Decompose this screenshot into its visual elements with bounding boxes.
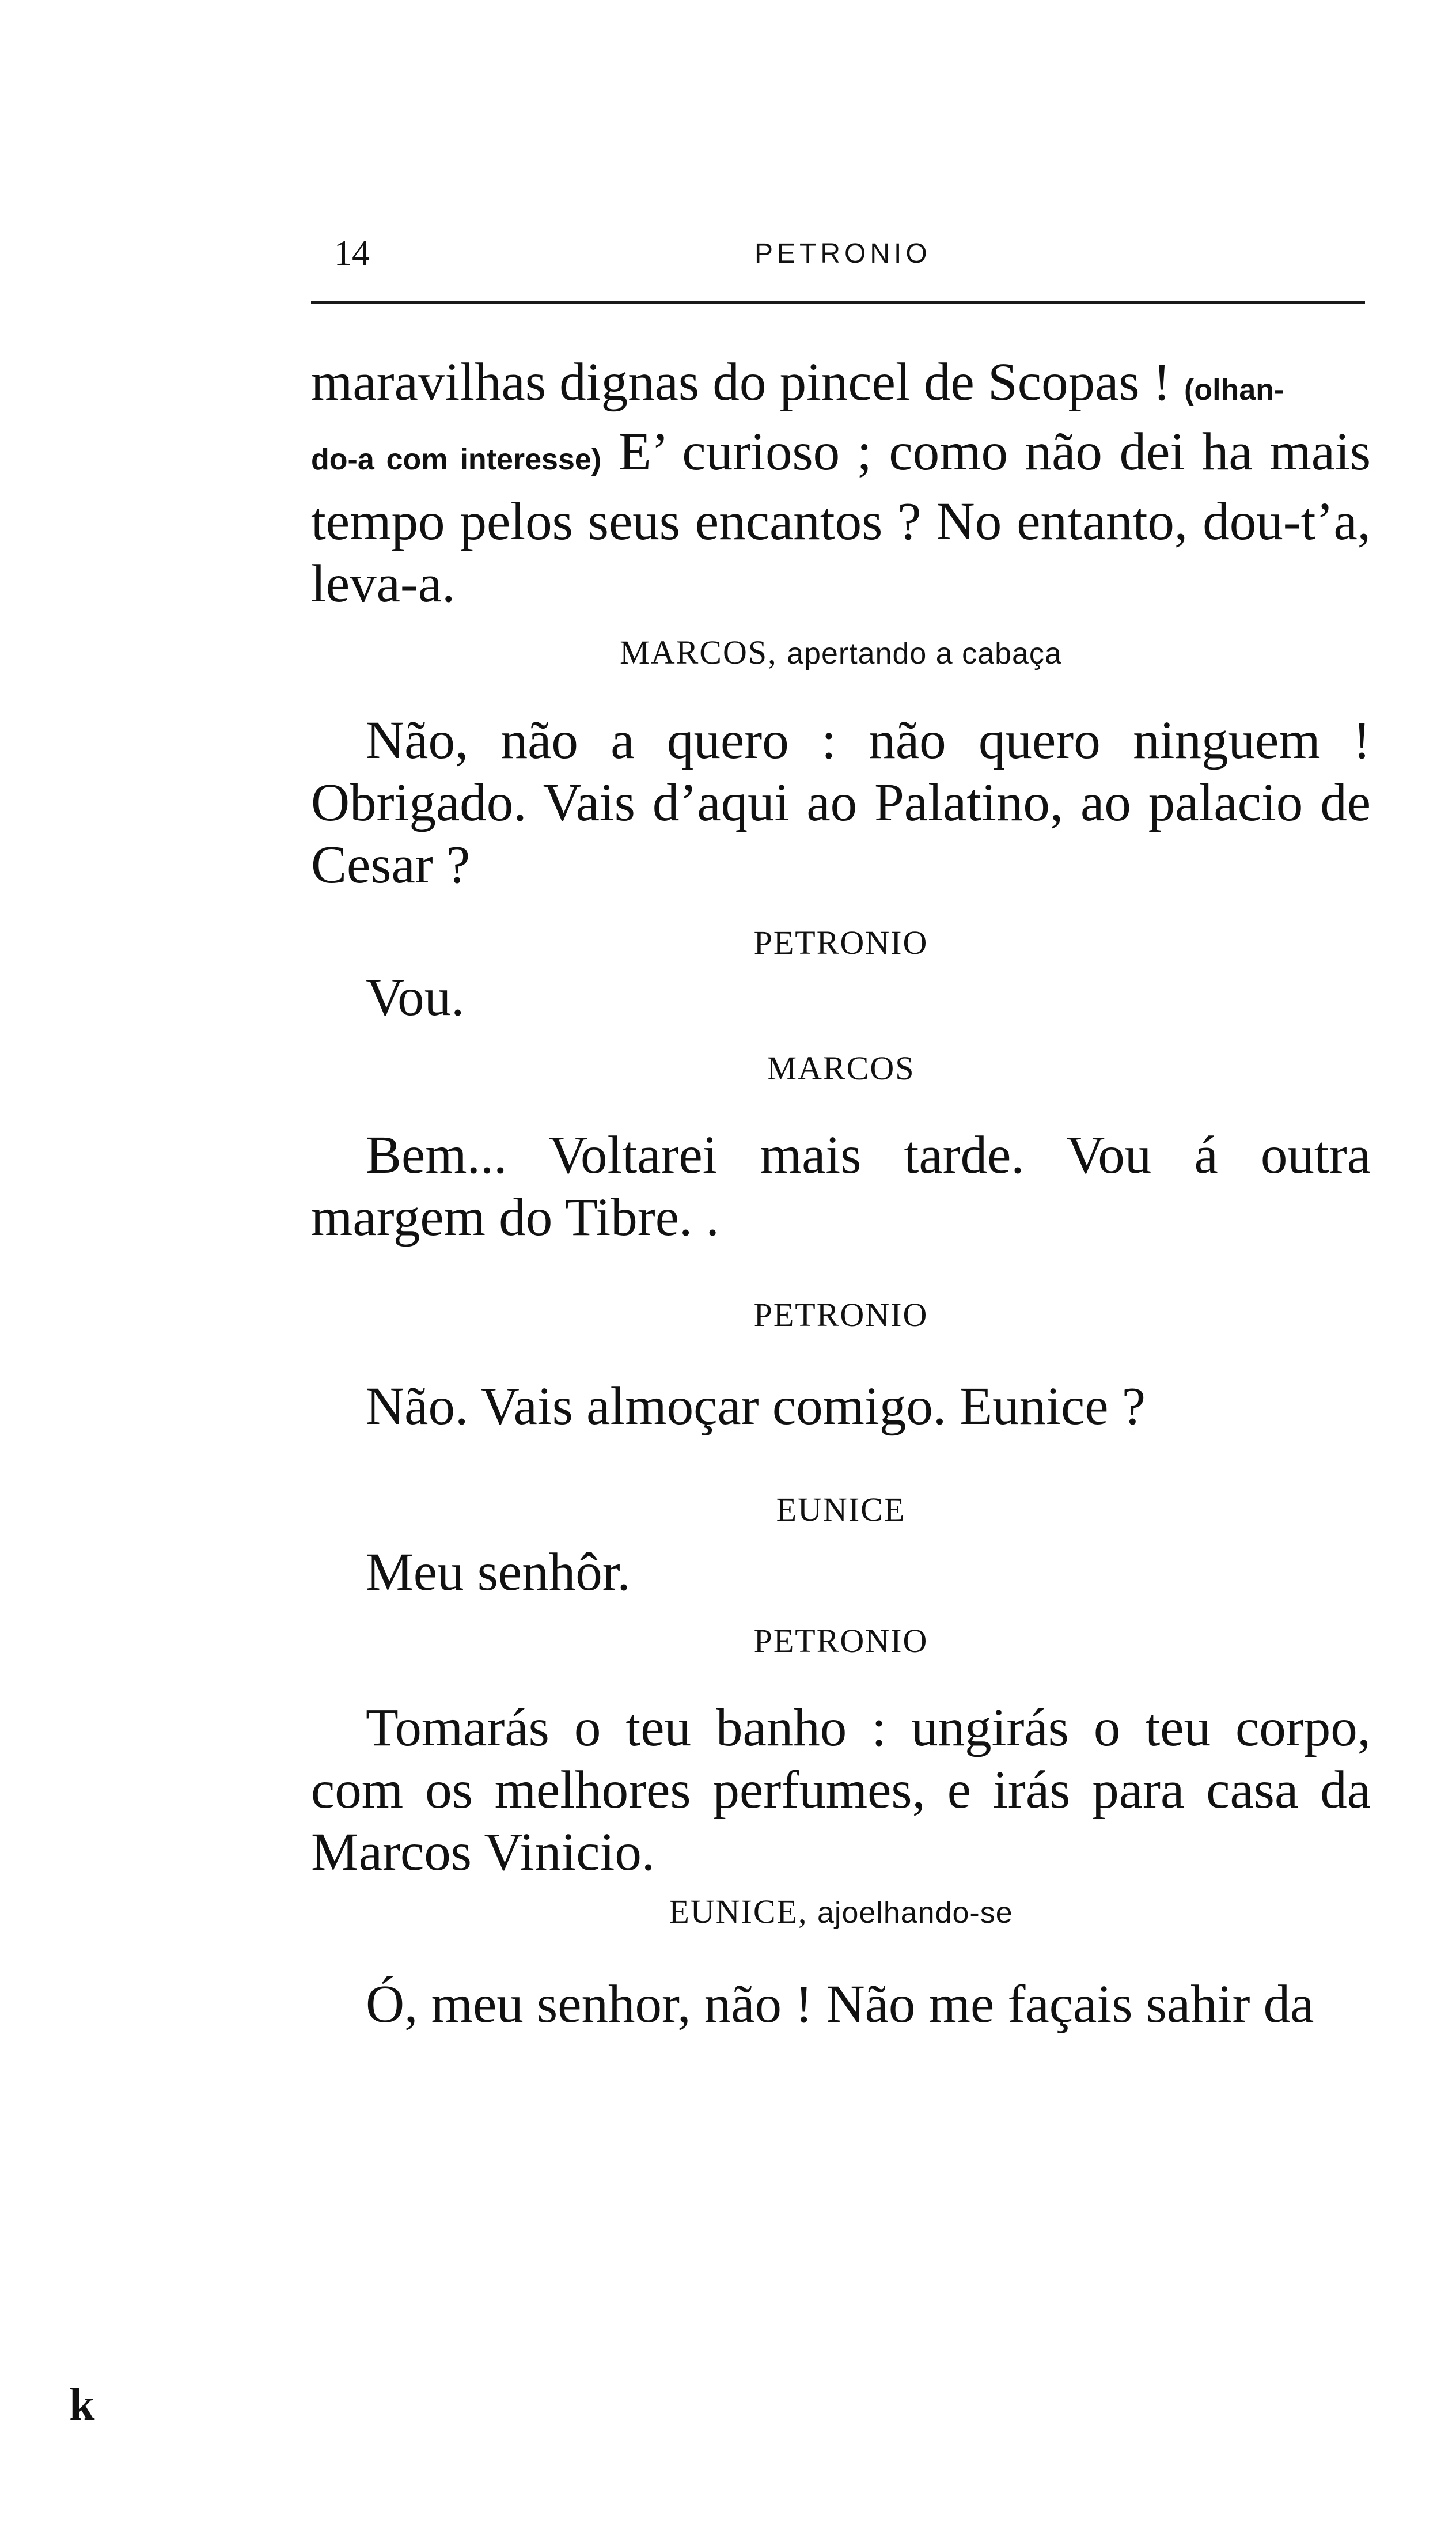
speaker-petronio-1: PETRONIO — [753, 924, 928, 961]
speaker-eunice-1: EUNICE — [776, 1491, 906, 1528]
stage-direction-1: (olhan- — [1184, 373, 1284, 407]
speaker-marcos-2: MARCOS — [767, 1050, 915, 1087]
speaker-marcos-1 — [311, 632, 1371, 674]
body-text — [311, 351, 1371, 2036]
speech-marcos-2: Bem... Voltarei mais tarde. Vou á outra margem do Tibre. . — [311, 1126, 1371, 1247]
speaker-petronio-3: PETRONIO — [753, 1622, 928, 1660]
line-2-text: E’ curioso ; como não dei ha — [618, 422, 1253, 482]
running-head: PETRONIO — [754, 238, 931, 269]
speech-eunice-1: Meu senhôr. — [366, 1543, 631, 1602]
speech-eunice-2: Ó, meu senhor, não ! Não me façais sahir da — [366, 1975, 1314, 2034]
speaker-direction: apertando a cabaça — [787, 637, 1062, 670]
speaker-name: EUNICE, — [669, 1893, 808, 1930]
stage-direction-2: do-a com interesse) — [311, 443, 602, 476]
page-header — [311, 233, 1365, 274]
footer-mark: k — [69, 2380, 95, 2430]
line-4-text: dou-t’a, leva-a. — [311, 492, 1371, 613]
speaker-name: MARCOS, — [620, 634, 778, 671]
speaker-direction: ajoelhando-se — [817, 1896, 1013, 1930]
speaker-petronio-2: PETRONIO — [753, 1296, 928, 1334]
speech-petronio-3: Tomarás o teu banho : ungirás o teu corpo, com os melhores perfumes, e irás para casa da Marcos Vinicio. — [311, 1698, 1371, 1882]
speaker-eunice-2 — [311, 1892, 1371, 1933]
opening-paragraph — [311, 351, 1371, 615]
line-1-text: maravilhas dignas do pincel de Scopas ! — [311, 353, 1171, 412]
header-rule — [311, 301, 1365, 304]
speech-marcos-1: Não, não a quero : não quero ninguem ! Obrigado. Vais d’aqui ao Palatino, ao palacio de Cesar ? — [311, 711, 1371, 895]
line-3-text: mais tempo pelos seus encantos ? No entanto, — [311, 422, 1371, 551]
speech-petronio-2: Não. Vais almoçar comigo. Eunice ? — [366, 1377, 1146, 1436]
speech-petronio-1: Vou. — [366, 968, 465, 1027]
page-number: 14 — [334, 234, 370, 273]
